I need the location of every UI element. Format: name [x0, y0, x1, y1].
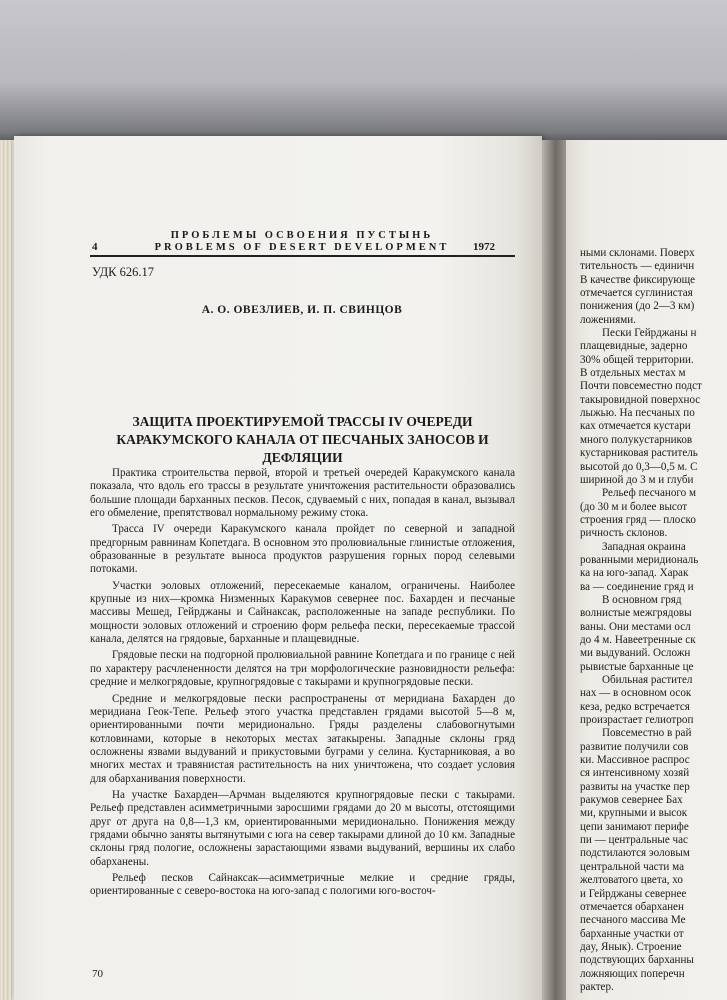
right-page-line: Западная окраина: [602, 540, 686, 553]
right-page-line: В основном гряд: [602, 593, 682, 606]
issue-year: 1972: [473, 241, 495, 253]
right-page-line: Пески Гейрджаны н: [602, 327, 697, 340]
right-page-line: произрастает гелиотроп: [580, 714, 694, 727]
paragraph: Практика строительства первой, второй и третьей очередей Каракумского канала показала, что вдоль его трассы в результате уничтожения растительности образовались большие площади барханных песков. Песок, сдуваемый с них, попадая в канал, вызывал его обмеление, препятствовал нормальному режиму стока.: [90, 467, 515, 520]
right-page-line: кустарниковая раститель: [580, 447, 698, 460]
right-page-line: пи — центральные час: [580, 834, 688, 847]
right-page-line: развитие получили сов: [580, 740, 689, 753]
right-page-line: до 4 м. Навеетренные ск: [580, 633, 696, 646]
right-page-line: барханные участки от: [580, 927, 684, 940]
right-page-line: В отдельных местах м: [580, 367, 686, 380]
right-page-line: ными склонами. Поверх: [580, 247, 695, 259]
right-page-line: подствующих барханны: [580, 954, 694, 967]
right-page-line: желтоватого цвета, хо: [580, 874, 683, 887]
right-page-line: В качестве фиксирующе: [580, 273, 696, 286]
right-page-line: рывистые барханные це: [580, 660, 694, 673]
right-page-line: ложениями.: [580, 313, 636, 326]
paragraph: На участке Бахарден—Арчман выделяются крупногрядовые пески с такырами. Рельеф представлен асимметричными заросшими грядами до 20 м высоты, отстоящими друг от друга на 0,8—1,3 км, ориентированными меридионально. Понижения между грядами обычно заняты вытянутыми с юга на север такырами длиной до 10 км. Западные склоны гряд пологие, осложнены зарастающими язвами выдуваний, вершины их слабо обарханены.: [90, 788, 515, 868]
right-page-line: ракумов севернее Бах: [580, 794, 683, 807]
article-body: [90, 467, 515, 902]
right-page-line: такыровидной поверхнос: [580, 393, 701, 406]
paragraph: Трасса IV очереди Каракумского канала пройдет по северной и западной предгорным равнинам Копетдага. В основном это пролювиальные глинистые отложения, образованные в результате выноса продуктов разрушения горных пород селевыми потоками.: [90, 523, 515, 576]
right-page-line: центральной части ма: [580, 860, 684, 873]
paragraph: Средние и мелкогрядовые пески распространены от меридиана Бахарден до меридиана Геок-Тепе. Рельеф этого участка представлен грядами высотой 5—8 м, ориентированными почти меридионально. Гряды разделены слабовогнутыми котловинами, которые в некоторых местах затакырены. Западные склоны гряд осложнены язвами выдуваний и прикустовыми буграми у селина. Кустарниковая, а во многих местах и травянистая растительность на них уничтожена, что создает условия для обарханивания поверхности.: [90, 692, 515, 785]
right-page-line: ми выдуваний. Осложн: [580, 647, 691, 660]
article-title: ЗАЩИТА ПРОЕКТИРУЕМОЙ ТРАССЫ IV ОЧЕРЕДИ КАРАКУМСКОГО КАНАЛА ОТ ПЕСЧАНЫХ ЗАНОСОВ И ДЕФЛЯЦИИ: [116, 414, 489, 465]
right-page-line: рактер.: [580, 980, 614, 993]
right-page-line: ми, крупными и высок: [580, 807, 688, 820]
right-page-line: высотой до 0,3—0,5 м. С: [580, 460, 698, 473]
right-page-line: ках отмечается кустари: [580, 420, 691, 433]
right-page-line: строения гряд — плоско: [580, 513, 696, 526]
journal-title-en: PROBLEMS OF DESERT DEVELOPMENT: [154, 242, 450, 253]
right-page-line: кеза, редко встречается: [580, 700, 690, 713]
right-page-line: шириной до 3 м и глуби: [580, 473, 694, 486]
right-page-line: волнистые межгрядовы: [580, 607, 692, 620]
right-page-line: много полукустарников: [580, 433, 693, 446]
right-page-line: ложняющих поперечн: [580, 967, 685, 980]
right-page-line: ва — соединение гряд и: [580, 580, 694, 593]
article-authors: А. О. ОВЕЗЛИЕВ, И. П. СВИНЦОВ: [201, 304, 403, 316]
right-page-line: нах — в основном осок: [580, 687, 692, 700]
right-page-line: отмечается обарханен: [580, 900, 684, 913]
journal-title-ru: ПРОБЛЕМЫ ОСВОЕНИЯ ПУСТЫНЬ: [170, 230, 434, 241]
header-rule: [90, 255, 515, 257]
right-page-line: 30% общей территории.: [580, 353, 694, 366]
right-page-line: Рельеф песчаного м: [602, 487, 697, 500]
right-page-text: [580, 247, 727, 994]
right-page-line: ки. Массивное распрос: [580, 754, 690, 767]
page-number: 70: [92, 968, 103, 980]
right-page-line: развиты на участке пер: [580, 780, 690, 793]
paragraph: Участки эоловых отложений, пересекаемые каналом, ограничены. Наиболее крупные из них—кромка Низменных Каракумов севернее пос. Бахарден и песчаные массивы Мешед, Гейрджаны и Сайнаксак, расположенные на западе республики. По мощности эоловых отложений и строению форм рельефа пески, пересекаемые трассой канала, делятся на грядовые, барханные и плащевидные.: [90, 579, 515, 646]
udk-code: УДК 626.17: [92, 265, 154, 279]
right-page-line: даy, Янык). Строение: [580, 940, 682, 953]
right-page-line: (до 30 м и более высот: [580, 500, 688, 513]
right-page-line: и Гейрджаны севернее: [580, 887, 687, 900]
paragraph: Рельеф песков Сайнаксак—асимметричные мелкие и средние гряды, ориентированные с северо-востока на юго-запад с пологими юго-восточ-: [90, 871, 515, 898]
right-page-line: понижения (до 2—3 км): [580, 300, 695, 313]
right-page-line: тительность — единичн: [580, 260, 695, 273]
right-page-line: подстилаются эоловым: [580, 847, 690, 860]
right-page-line: рованными меридиональ: [580, 553, 699, 566]
right-page-line: ка на юго-запад. Харак: [580, 567, 689, 580]
right-page-line: цепи занимают перифе: [580, 820, 689, 833]
right-page-line: Повсеместно в рай: [602, 727, 692, 740]
scanner-background: [0, 0, 727, 150]
right-page-line: ваны. Они местами осл: [580, 620, 691, 633]
right-page-line: Обильная растител: [602, 674, 693, 686]
right-page-line: Почти повсеместно подст: [580, 380, 702, 393]
right-page-line: отмечается суглинистая: [580, 287, 693, 300]
right-page-line: лыжью. На песчаных по: [580, 407, 695, 420]
paragraph: Грядовые пески на подгорной пролювиальной равнине Копетдага и по границе с ней по характеру расчлененности делятся на три морфологические разновидности рельефа: средние и мелкогрядовые, крупногрядовые с такырами и крупногрядовые пески.: [90, 649, 515, 689]
right-page-line: ричность склонов.: [580, 527, 668, 540]
right-page-line: песчаного массива Ме: [580, 914, 686, 927]
issue-number: 4: [92, 241, 98, 253]
right-page-line: ся интенсивному хозяй: [580, 767, 690, 780]
running-head: [92, 230, 512, 254]
right-page-line: плащевидные, задерно: [580, 340, 688, 353]
